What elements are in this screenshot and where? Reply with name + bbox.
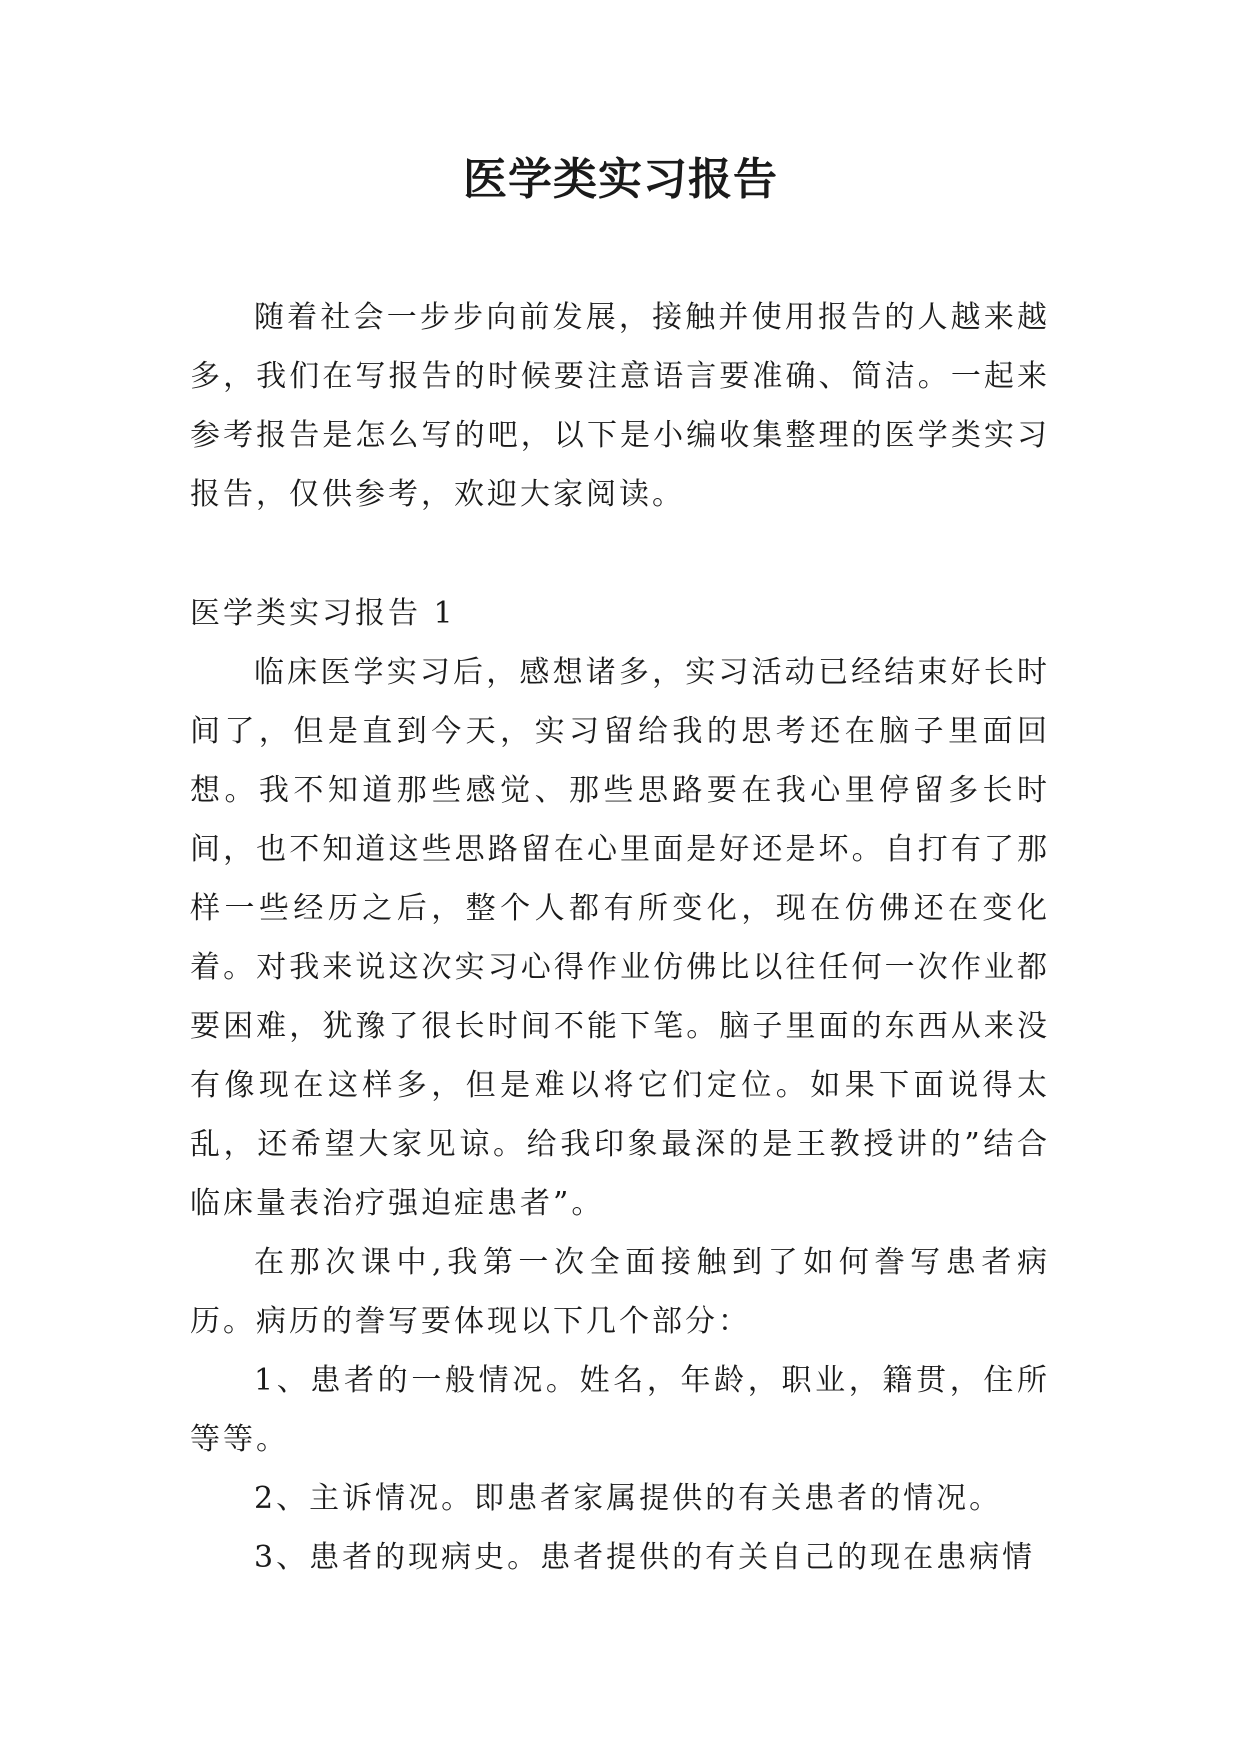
document-title: 医学类实习报告 — [463, 154, 778, 205]
intro-paragraph: 随着社会一步步向前发展，接触并使用报告的人越来越多，我们在写报告的时候要注意语言要准确、简洁。一起来参考报告是怎么写的吧，以下是小编收集整理的医学类实习报告，仅供参考，欢迎大家阅读。 — [190, 300, 1050, 512]
intro-section — [190, 288, 1050, 524]
section-heading: 医学类实习报告 1 — [190, 596, 456, 631]
list-item-paragraph: 3、患者的现病史。患者提供的有关自己的现在患病情 — [254, 1540, 1036, 1575]
list-item-paragraph: 2、主诉情况。即患者家属提供的有关患者的情况。 — [254, 1481, 1003, 1516]
body-paragraph: 在那次课中,我第一次全面接触到了如何誊写患者病历。病历的誊写要体现以下几个部分： — [190, 1245, 1050, 1339]
list-item-paragraph: 1、患者的一般情况。姓名，年龄，职业，籍贯，住所等等。 — [190, 1363, 1050, 1457]
body-paragraph: 临床医学实习后，感想诸多，实习活动已经结束好长时间了，但是直到今天，实习留给我的思考还在脑子里面回想。我不知道那些感觉、那些思路要在我心里停留多长时间，也不知道这些思路留在心里面是好还是坏。自打有了那样一些经历之后，整个人都有所变化，现在仿佛还在变化着。对我来说这次实习心得作业仿佛比以往任何一次作业都要困难，犹豫了很长时间不能下笔。脑子里面的东西从来没有像现在这样多，但是难以将它们定位。如果下面说得太乱，还希望大家见谅。给我印象最深的是王教授讲的”结合临床量表治疗强迫症患者”。 — [190, 655, 1050, 1221]
report-section-1 — [190, 584, 1050, 1587]
